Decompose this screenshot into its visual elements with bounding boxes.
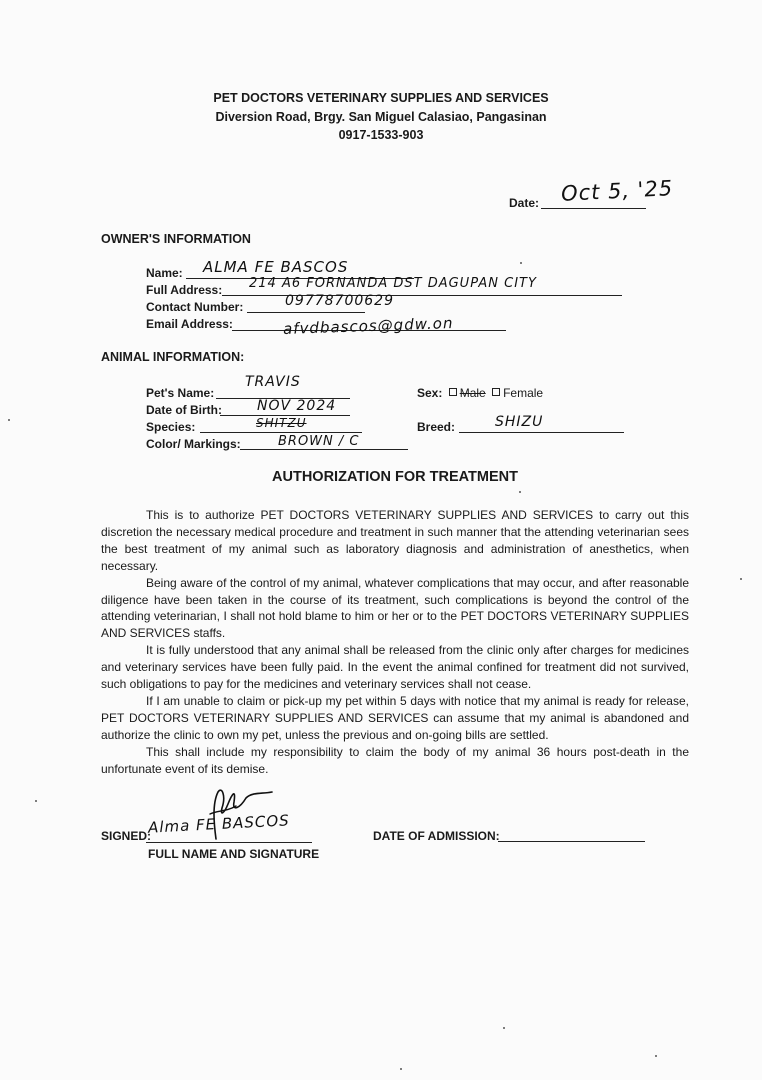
scan-speck bbox=[520, 262, 522, 264]
signature-name-value[interactable]: Alma FE BASCOS bbox=[147, 811, 291, 837]
date-line bbox=[541, 208, 646, 209]
dob-value[interactable]: NOV 2024 bbox=[257, 398, 337, 414]
male-option-label: Male bbox=[459, 386, 486, 400]
male-checkbox[interactable] bbox=[449, 388, 457, 396]
owner-contact-line bbox=[247, 312, 365, 313]
authorization-paragraph: If I am unable to claim or pick-up my pet within 5 days with notice that my animal is ready for release, PET DOCTORS VETERINARY SUPPLIES AND SERVICES can assume that my animal is abandoned and authorize the clinic to own my pet, unless the previous and on-going bills are settled. bbox=[101, 693, 689, 742]
owner-contact-label: Contact Number: bbox=[146, 300, 244, 314]
authorization-paragraph: This shall include my responsibility to claim the body of my animal 36 hours post-death in the unfortunate event of its demise. bbox=[101, 744, 689, 776]
owner-email-value[interactable]: afvdbascos@gdw.on bbox=[282, 314, 454, 338]
animal-section-title: ANIMAL INFORMATION: bbox=[101, 350, 245, 364]
breed-line bbox=[459, 432, 624, 433]
authorization-title: AUTHORIZATION FOR TREATMENT bbox=[272, 469, 518, 485]
species-value[interactable]: SHITZU bbox=[256, 416, 307, 430]
admission-date-line[interactable] bbox=[498, 841, 645, 842]
owner-name-label: Name: bbox=[146, 266, 183, 280]
signed-label: SIGNED: bbox=[101, 829, 152, 843]
scan-speck bbox=[740, 578, 742, 580]
female-option-label: Female bbox=[503, 386, 544, 400]
clinic-name: PET DOCTORS VETERINARY SUPPLIES AND SERVICES bbox=[213, 91, 549, 105]
owner-name-value[interactable]: ALMA FE BASCOS bbox=[203, 258, 349, 276]
owner-contact-value[interactable]: 09778700629 bbox=[285, 293, 394, 309]
owner-section-title: OWNER'S INFORMATION bbox=[101, 232, 251, 246]
scan-speck bbox=[35, 800, 37, 802]
dob-label: Date of Birth: bbox=[146, 403, 222, 417]
pet-name-label: Pet's Name: bbox=[146, 386, 215, 400]
scan-speck bbox=[503, 1027, 505, 1029]
clinic-phone: 0917-1533-903 bbox=[338, 128, 424, 142]
pet-name-value[interactable]: TRAVIS bbox=[245, 374, 301, 390]
scan-speck bbox=[655, 1055, 657, 1057]
authorization-paragraph: Being aware of the control of my animal, whatever complications that may occur, and after reasonable diligence have been taken in the course of its treatment, such complications is beyond the control of the attending veterinarian, I shall not hold blame to him or her or to the PET DOCTORS VETERINARY SUPPLIES AND SERVICES staffs. bbox=[101, 575, 689, 641]
scan-speck bbox=[400, 1068, 402, 1070]
date-value[interactable]: Oct 5, '25 bbox=[560, 176, 674, 206]
signature-scribble bbox=[196, 784, 276, 844]
color-line bbox=[240, 449, 408, 450]
sex-label: Sex: bbox=[417, 386, 443, 400]
scan-speck bbox=[519, 491, 521, 493]
authorization-paragraph: It is fully understood that any animal shall be released from the clinic only after charges for medicines and veterinary services have been fully paid. In the event the animal confined for treatment did not survived, such obligations to pay for the medicines and veterinary services shall not cease. bbox=[101, 643, 689, 692]
female-checkbox[interactable] bbox=[492, 388, 500, 396]
breed-value[interactable]: SHIZU bbox=[495, 414, 544, 430]
date-label: Date: bbox=[509, 196, 540, 210]
authorization-paragraph: This is to authorize PET DOCTORS VETERINARY SUPPLIES AND SERVICES to carry out this discretion the necessary medical procedure and treatment in such manner that the attending veterinarian sees the best treatment of my animal such as laboratory diagnosis and administration of anesthetics, when necessary. bbox=[101, 508, 689, 573]
sex-field bbox=[417, 386, 543, 400]
owner-address-line bbox=[222, 295, 622, 296]
authorization-body bbox=[101, 507, 689, 778]
color-value[interactable]: BROWN / C bbox=[278, 434, 360, 449]
signature-caption: FULL NAME AND SIGNATURE bbox=[148, 847, 320, 861]
clinic-address: Diversion Road, Brgy. San Miguel Calasiao, Pangasinan bbox=[215, 109, 547, 124]
species-line bbox=[200, 432, 362, 433]
species-label: Species: bbox=[146, 420, 196, 434]
owner-address-value[interactable]: 214 A6 FORNANDA DST DAGUPAN CITY bbox=[249, 276, 537, 291]
clinic-header bbox=[0, 89, 762, 145]
color-label: Color/ Markings: bbox=[146, 437, 241, 451]
owner-email-label: Email Address: bbox=[146, 317, 233, 331]
breed-label: Breed: bbox=[417, 420, 456, 434]
admission-date-label: DATE OF ADMISSION: bbox=[373, 829, 500, 843]
scan-speck bbox=[8, 419, 10, 421]
owner-address-label: Full Address: bbox=[146, 283, 223, 297]
